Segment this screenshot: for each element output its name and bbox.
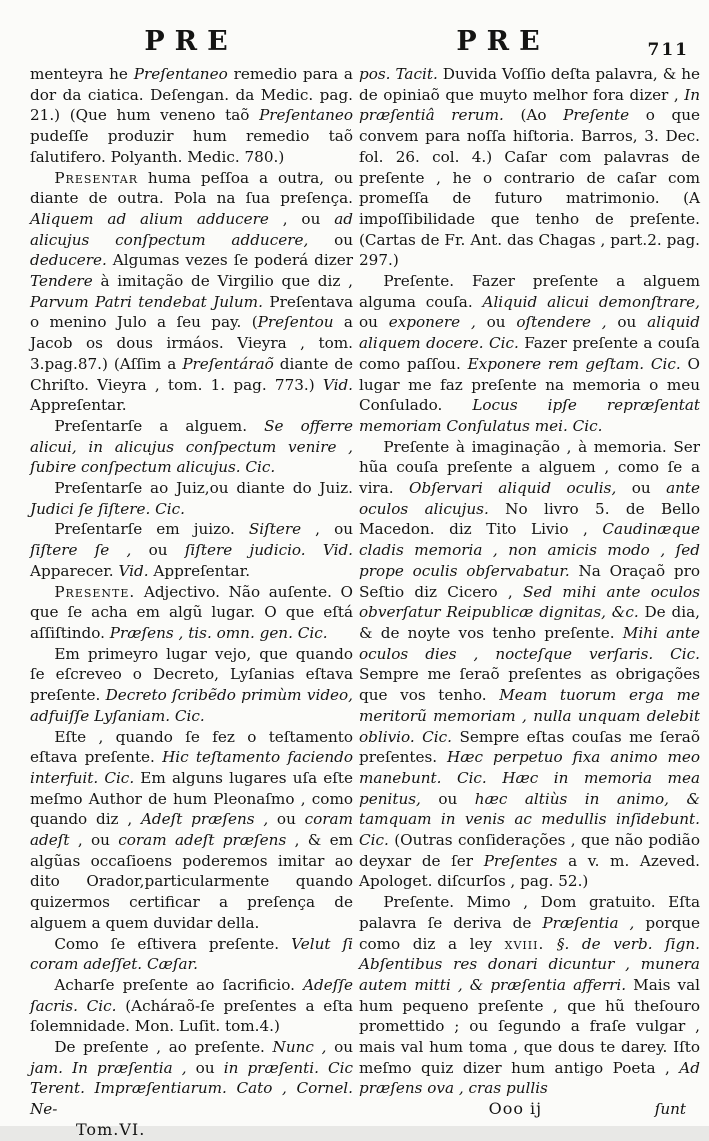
body-text: porque como diz a ley xyxy=(359,913,700,953)
latin-phrase: Exponere rem geſtam. Cic. xyxy=(467,354,681,373)
body-text: , ou xyxy=(301,520,353,539)
body-text: , ou xyxy=(69,831,119,850)
body-text: huma peſſoa a outra, ou diante de outra. Pola na ſua preſença. xyxy=(30,168,353,208)
latin-phrase: Præſentia , xyxy=(542,913,635,932)
latin-phrase: Locus ipſe repræſentat memoriam Conſulatus mei. Cic. xyxy=(359,396,700,435)
latin-phrase: ante oculos alicujus. xyxy=(359,479,700,518)
body-text: Sempre me ſeraõ preſentes as obrigações que vos tenho. xyxy=(359,665,700,705)
body-text: o que convem para noſſa hiſtoria. Barros, 3. Dec. fol. 26. col. 4.) Caſar com palavras de preſente , he o contrario de caſar com promeſſa de futuro matrimonio. (A impoſſibilidade que tenho de preſente. (Cartas de Fr. Ant. das Chagas , part.2. pag. 297.) xyxy=(359,106,700,270)
latin-phrase: coram adeſt xyxy=(30,810,353,850)
body-text xyxy=(544,935,557,953)
body-text: Em primeyro lugar vejo, que quando ſe eſcreveo o Decreto, Lyſanias eſtava preſente. xyxy=(30,644,353,705)
latin-phrase: In præſentiâ rerum. xyxy=(359,85,700,125)
body-text: Preſentarſe ao Juiz,ou diante do Juiz. xyxy=(54,479,353,498)
paragraph xyxy=(30,1037,353,1120)
body-text: No livro 5. de Bello Macedon. diz Tito Livio , xyxy=(359,499,700,539)
body-text: Sempre eſtas couſas me ſeraõ preſentes. xyxy=(359,727,700,767)
latin-phrase: Velut ſi coram adeſſet. Cæſar. xyxy=(30,934,354,974)
body-text: Como ſe eſtivera preſente. xyxy=(54,934,292,953)
latin-phrase: Preſentou xyxy=(257,313,334,332)
running-head-left: PRE xyxy=(144,26,238,57)
body-text: Algumas vezes ſe poderá dizer xyxy=(106,251,353,270)
body-text: remedio para a dor da ciatica. Deſengan. da Medic. pag. 21.) (Que hum veneno taõ xyxy=(30,65,353,125)
latin-phrase: Hæc perpetuo fixa animo meo manebunt. Cic. Hæc in memoria mea penitus, xyxy=(359,748,700,808)
latin-phrase: Nunc , xyxy=(272,1038,327,1057)
body-text: Presente. xyxy=(54,582,136,601)
paragraph xyxy=(30,934,353,975)
catchword: ſunt xyxy=(654,1100,686,1119)
latin-phrase: Siſtere xyxy=(248,520,302,539)
latin-phrase: Parvum Patri tendebat Julum. xyxy=(30,292,263,311)
body-text: Duvida Voſſio deſta palavra, & he de opiniaõ que muyto melhor fora dizer , xyxy=(359,65,700,104)
paragraph xyxy=(30,975,353,1037)
body-text: O lugar me faz preſente na memoria o meu Conſulado. xyxy=(359,354,701,415)
body-text: Preſentarſe em juizo. xyxy=(54,520,249,539)
body-text: Preſente. Mimo , Dom gratuito. Eſta palavra ſe deriva de xyxy=(359,893,700,932)
signature-row xyxy=(359,1099,700,1120)
latin-phrase: Caudinæque cladis memoria , non amicis modo , ſed prope oculis obſervabatur. xyxy=(359,520,700,580)
latin-phrase: Se offerre alicui, in alicujus conſpectum venire , ſubire conſpectum alicujus. Cic. xyxy=(30,416,353,477)
body-text: De dia, & de noyte vos tenho preſente. xyxy=(359,603,700,642)
latin-phrase: Preſente xyxy=(563,106,630,125)
latin-phrase: Preſentes xyxy=(483,851,558,870)
body-text: a v. m. Azeved. Apologet. diſcurſos , pag. 52.) xyxy=(359,851,701,891)
latin-phrase: Vid. xyxy=(322,541,353,560)
paragraph xyxy=(359,892,700,1099)
latin-phrase: Vid. xyxy=(118,561,149,580)
latin-phrase: Ad præſens ova , cras pullis xyxy=(359,1058,700,1098)
body-text: ou xyxy=(359,313,389,332)
paragraph xyxy=(30,644,353,727)
latin-phrase: ſiſtere ſe , xyxy=(30,541,132,560)
body-text: Appreſentar. xyxy=(30,396,127,415)
latin-phrase: deducere. xyxy=(30,251,107,270)
latin-phrase: Mihi ante oculos dies , nocteſque verſaris. Cic. xyxy=(359,623,700,663)
body-text: xviii. xyxy=(504,934,545,953)
latin-phrase: Decreto ſcribẽdo primùm video, adfuiſſe Lyſaniam. Cic. xyxy=(30,686,353,725)
volume-signature: Tom.VI. xyxy=(76,1119,146,1139)
body-text: ou xyxy=(420,789,475,808)
latin-phrase: Tendere xyxy=(30,272,93,291)
latin-phrase: Preſentáraõ xyxy=(182,354,274,373)
running-head-right: PRE xyxy=(456,26,550,57)
body-text: (Ao xyxy=(503,106,564,125)
latin-phrase: Meam tuorum erga me meritorũ memoriam , nulla unquam delebit oblivio. Cic. xyxy=(359,686,700,746)
body-text: Acharſe preſente ao ſacrificio. xyxy=(54,975,304,994)
latin-phrase: Obſervari aliquid oculis, xyxy=(409,479,617,498)
body-text: ou xyxy=(308,230,353,249)
paragraph xyxy=(30,727,353,934)
body-text: Preſente. Fazer preſente a alguem alguma couſa. xyxy=(359,272,700,311)
latin-phrase: coram adeſt præſens xyxy=(118,831,287,850)
paragraph xyxy=(30,478,353,519)
paragraph xyxy=(30,64,353,168)
latin-phrase: §. de verb. ſign. Abſentibus res donari dicuntur , munera autem mitti , & præſentia afferri. xyxy=(359,934,700,994)
body-text: Mais val hum pequeno preſente , que hũ theſouro promettido ; ou ſegundo a fraſe vulgar , mais val hum toma , que dous te darey. Iſto meſmo quiz dizer hum antigo Poeta , xyxy=(359,975,701,1077)
body-text: menteyra he xyxy=(30,65,134,83)
body-text: Fazer preſente a couſa como paſſou. xyxy=(359,334,700,373)
body-text: ou xyxy=(268,810,305,829)
body-text: Apparecer. xyxy=(30,561,119,580)
latin-phrase: Hic teſtamento faciendo interfuit. Cic. xyxy=(30,748,353,787)
body-text: (Outras conſiderações , que não podião deyxar de ſer xyxy=(359,831,700,870)
paragraph xyxy=(359,437,700,892)
body-text xyxy=(306,541,323,559)
latin-phrase: Adeſſe ſacris. Cic. xyxy=(30,975,353,1015)
body-text: ou xyxy=(131,541,185,560)
body-text: ou xyxy=(606,313,648,332)
latin-phrase: ad alicujus conſpectum adducere, xyxy=(30,209,353,249)
latin-phrase: Judici ſe ſiſtere. Cic. xyxy=(30,499,185,518)
body-text: (Acháraõ-ſe preſentes a eſta ſolemnidade. Mon. Luſit. tom.4.) xyxy=(30,996,354,1036)
latin-phrase: jam. In præſentia , xyxy=(30,1058,187,1077)
body-text: Preſente à imaginação , à memoria. Ser hũa couſa preſente a alguem , como ſe a vira. xyxy=(359,437,700,498)
body-text: De preſente , ao preſente. xyxy=(54,1038,273,1057)
body-text: Preſentava o menino Julo a ſeu pay. ( xyxy=(30,292,354,332)
paragraph xyxy=(30,168,353,416)
body-text: Na Oraçaõ pro Seſtio diz Cicero , xyxy=(359,561,700,601)
latin-phrase: Sed mihi ante oculos obverſatur Reipublicæ dignitas, &c. xyxy=(359,582,700,622)
paragraph xyxy=(30,519,353,581)
latin-phrase: Vid. xyxy=(322,375,353,394)
body-text: Adjectivo. Não auſente. O que ſe acha em algũ lugar. O que eſtá aſſiſtindo. xyxy=(30,582,353,642)
body-text: ou xyxy=(475,313,517,332)
body-text: , ou xyxy=(268,209,335,228)
body-text: Appreſentar. xyxy=(148,561,251,580)
paragraph xyxy=(30,582,353,644)
latin-phrase: Præſens , tis. omn. gen. Cic. xyxy=(109,623,328,642)
body-text: , & em algũas occaſioens poderemos imitar ao dito Orador,particularmente quando quizermos certificar a preſença de alguem a quem duvidar della. xyxy=(30,831,353,932)
latin-phrase: hæc altiùs in animo, & tamquam in venis ac medullis inſidebunt. Cic. xyxy=(359,789,700,850)
latin-phrase: pos. Tacit. xyxy=(359,65,438,83)
paragraph xyxy=(359,64,700,271)
latin-phrase: exponere , xyxy=(388,313,476,332)
latin-phrase: oſtendere , xyxy=(516,313,607,332)
body-text: pudeſſe produzir hum remedio taõ ſalutifero. Polyanth. Medic. 780.) xyxy=(30,127,353,166)
body-text: Eſte , quando ſe fez o teſtamento eſtava preſente. xyxy=(30,727,353,767)
latin-phrase: Adeſt præſens , xyxy=(140,810,269,829)
body-text: Presentar xyxy=(54,168,138,187)
paragraph xyxy=(30,416,353,478)
latin-phrase: Preſentaneo xyxy=(133,65,228,83)
gathering-signature: Ooo ij xyxy=(488,1099,543,1119)
latin-phrase: Aliquem ad alium adducere xyxy=(30,209,269,228)
body-text: à imitação de Virgilio que diz , xyxy=(92,272,353,291)
text-column-right xyxy=(359,64,700,1120)
latin-phrase: Preſentaneo xyxy=(259,106,353,125)
latin-phrase: ſiſtere judicio. xyxy=(184,541,306,560)
body-text: ou xyxy=(616,479,667,498)
latin-phrase: aliquid aliquem docere. Cic. xyxy=(359,313,700,353)
latin-phrase: in præſenti. Cic Terent. Impræſentiarum. Cato , Cornel. Ne- xyxy=(30,1058,353,1119)
body-text: ou xyxy=(186,1058,224,1077)
text-column-left xyxy=(30,64,353,1141)
body-text: Preſentarſe a alguem. xyxy=(54,416,265,435)
body-text: diante de Chriſto. Vieyra , tom. 1. pag. 773.) xyxy=(30,354,354,394)
body-text: a Jacob os dous irmáos. Vieyra , tom. 3.pag.87.) (Aſſim a xyxy=(30,313,353,373)
body-text: ou xyxy=(326,1038,353,1057)
page-number: 711 xyxy=(647,40,689,60)
latin-phrase: Aliquid alicui demonſtrare, xyxy=(482,292,700,311)
body-text: Em alguns lugares uſa eſte meſmo Author de hum Pleonaſmo , como quando diz , xyxy=(30,768,354,829)
paragraph xyxy=(359,271,700,437)
